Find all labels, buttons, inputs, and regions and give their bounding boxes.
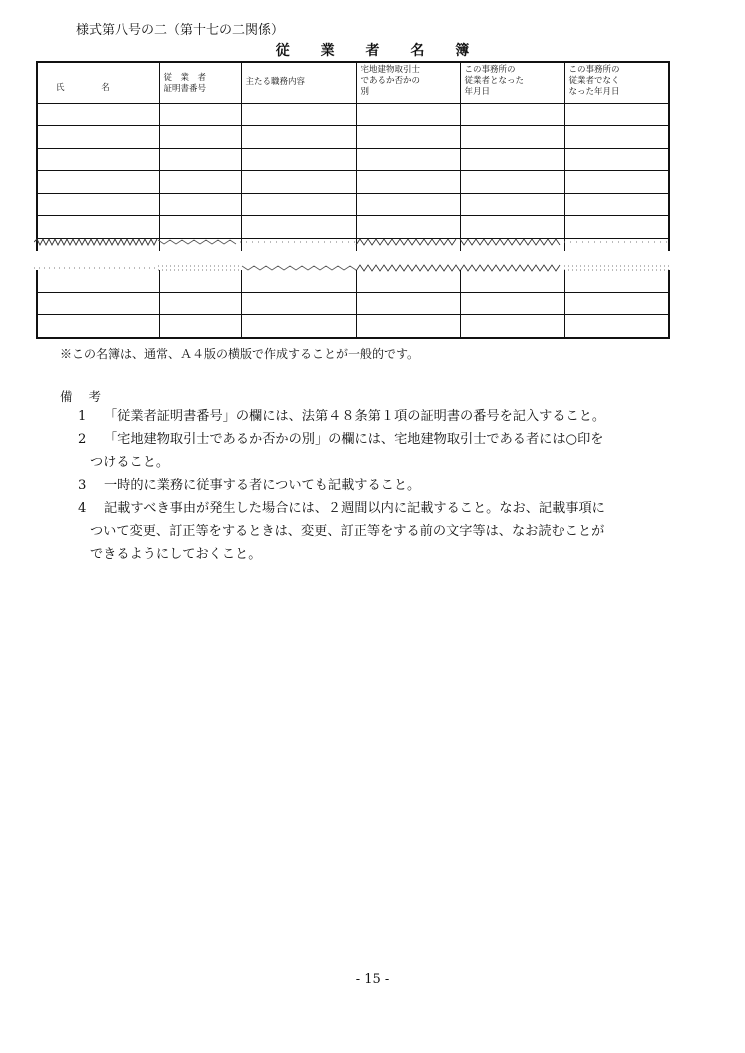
table-cell[interactable] <box>241 193 356 216</box>
roster-table-top <box>36 61 670 251</box>
remark-item <box>78 428 683 451</box>
remark-number: 4 <box>78 501 87 516</box>
table-cell[interactable] <box>460 103 564 126</box>
remark-number: 1 <box>78 409 87 424</box>
table-cell[interactable] <box>564 193 669 216</box>
header-duties: 主たる職務内容 <box>241 62 356 103</box>
table-cell[interactable] <box>159 216 241 239</box>
table-row <box>37 103 669 126</box>
table-row <box>37 171 669 194</box>
table-row <box>37 292 669 315</box>
table-cell[interactable] <box>564 216 669 239</box>
table-cell[interactable] <box>460 270 564 292</box>
table-row <box>37 126 669 149</box>
header-cert-number: 従 業 者 証明書番号 <box>159 62 241 103</box>
table-cell[interactable] <box>564 148 669 171</box>
remark-text: 一時的に業務に従事する者についても記載すること。 <box>104 478 421 493</box>
table-cell[interactable] <box>564 171 669 194</box>
table-cell[interactable] <box>241 292 356 315</box>
table-cell[interactable] <box>37 216 159 239</box>
table-cell[interactable] <box>564 103 669 126</box>
table-cell[interactable] <box>460 148 564 171</box>
table-cell[interactable] <box>37 315 159 338</box>
remarks-heading: 備 考 <box>60 389 107 404</box>
table-cell[interactable] <box>356 270 460 292</box>
table-row <box>37 270 669 292</box>
table-row <box>37 315 669 338</box>
table-cell[interactable] <box>460 216 564 239</box>
table-header-row <box>37 62 669 103</box>
table-cell[interactable] <box>356 193 460 216</box>
table-cell[interactable] <box>241 148 356 171</box>
table-cell[interactable] <box>356 171 460 194</box>
remark-item <box>78 405 683 428</box>
remark-continuation: つけること。 <box>90 455 170 470</box>
remarks-list <box>78 405 683 566</box>
table-cell[interactable] <box>159 292 241 315</box>
remark-item <box>78 497 683 520</box>
remark-text: 「従業者証明書番号」の欄には、法第４８条第１項の証明書の番号を記入すること。 <box>104 409 606 424</box>
table-cell[interactable] <box>159 315 241 338</box>
table-cell[interactable] <box>564 270 669 292</box>
page-title: 従 業 者 名 簿 <box>275 43 483 59</box>
table-cell[interactable] <box>241 315 356 338</box>
table-cell[interactable] <box>460 126 564 149</box>
table-cell[interactable] <box>37 193 159 216</box>
header-name-left: 氏 <box>56 83 65 94</box>
remark-text: 記載すべき事由が発生した場合には、２週間以内に記載すること。なお、記載事項に <box>104 501 605 516</box>
table-cell[interactable] <box>460 193 564 216</box>
table-cell[interactable] <box>37 126 159 149</box>
remark-continuation: ついて変更、訂正等をするときは、変更、訂正等をする前の文字等は、なお読むことが できるようにしておくこと。 <box>90 524 605 562</box>
table-cell[interactable] <box>564 292 669 315</box>
table-cell[interactable] <box>37 148 159 171</box>
table-cell[interactable] <box>159 270 241 292</box>
header-start-date: この事務所の 従業者となった 年月日 <box>460 62 564 103</box>
table-row <box>37 193 669 216</box>
table-cell[interactable] <box>159 126 241 149</box>
remark-text: 「宅地建物取引士であるか否かの別」の欄には、宅地建物取引士である者には○印を <box>104 432 604 447</box>
table-cell[interactable] <box>159 148 241 171</box>
table-cell[interactable] <box>241 103 356 126</box>
table-cell[interactable] <box>241 216 356 239</box>
table-cell[interactable] <box>460 171 564 194</box>
form-id: 様式第八号の二（第十七の二関係） <box>76 23 285 38</box>
table-cell[interactable] <box>241 126 356 149</box>
table-cell[interactable] <box>37 292 159 315</box>
table-cell[interactable] <box>241 270 356 292</box>
table-cell[interactable] <box>356 216 460 239</box>
table-cell[interactable] <box>356 103 460 126</box>
table-cell[interactable] <box>159 103 241 126</box>
header-takkenshi: 宅地建物取引士 であるか否かの 別 <box>356 62 460 103</box>
table-cell[interactable] <box>356 126 460 149</box>
table-cell[interactable] <box>37 270 159 292</box>
table-break-line-upper <box>34 236 670 248</box>
table-row <box>37 216 669 239</box>
table-cell[interactable] <box>564 126 669 149</box>
table-cell[interactable] <box>37 103 159 126</box>
table-cell[interactable] <box>241 171 356 194</box>
table-cell[interactable] <box>356 292 460 315</box>
header-end-date: この事務所の 従業者でなく なった年月日 <box>564 62 669 103</box>
table-cell[interactable] <box>460 315 564 338</box>
table-cell[interactable] <box>159 193 241 216</box>
table-cell[interactable] <box>159 171 241 194</box>
table-cell[interactable] <box>460 292 564 315</box>
header-name <box>37 62 159 103</box>
page-number: - 15 - <box>355 972 390 987</box>
table-cell[interactable] <box>37 171 159 194</box>
table-cell[interactable] <box>564 315 669 338</box>
table-row <box>37 148 669 171</box>
usage-note: ※この名簿は、通常、Ａ４版の横版で作成することが一般的です。 <box>60 347 420 361</box>
remark-item <box>78 474 683 497</box>
header-name-right: 名 <box>101 83 110 94</box>
table-cell[interactable] <box>356 148 460 171</box>
remark-number: 3 <box>78 478 87 493</box>
remark-number: 2 <box>78 432 87 447</box>
roster-table-bottom <box>36 270 670 339</box>
table-cell[interactable] <box>356 315 460 338</box>
